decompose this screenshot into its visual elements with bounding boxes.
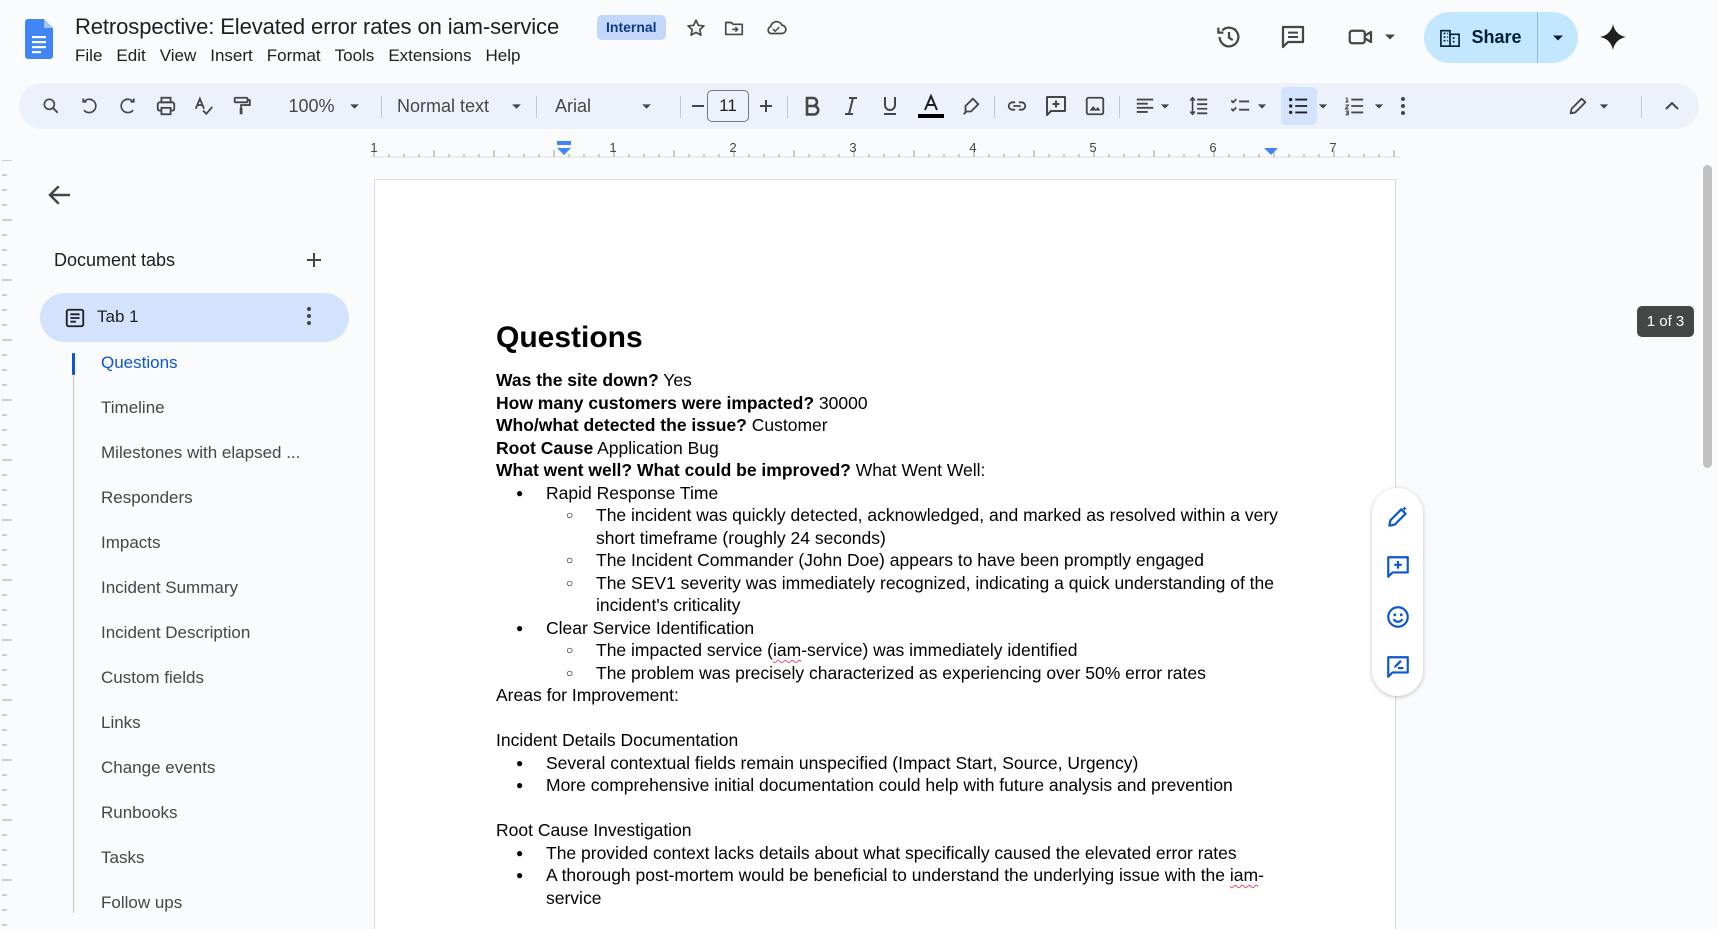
print-icon[interactable] [153,83,179,129]
outline-item-incident-description[interactable]: Incident Description [101,623,251,642]
header [0,0,1719,78]
menu-help[interactable]: Help [485,46,521,65]
horizontal-ruler[interactable] [370,137,1400,161]
list-item: ○ The Incident Commander (John Doe) appears to have been promptly engaged [496,549,1286,572]
text: -service) was immediately identified [801,640,1078,660]
toolbar-divider [787,96,788,118]
align-left-button[interactable] [1129,83,1175,129]
left-indent-marker [557,148,571,155]
share-button-group [1424,12,1578,63]
outline-item-change-events[interactable]: Change events [101,758,216,777]
tab-options-icon[interactable] [306,306,312,326]
menu-bar [68,44,527,68]
paragraph-areas-improvement: Areas for Improvement: [496,685,679,705]
menu-view[interactable]: View [159,46,197,65]
font-select[interactable] [549,83,675,129]
chevron-down-icon [1374,103,1384,110]
chevron-down-icon [1318,103,1328,110]
vertical-ruler-ticks [2,160,12,925]
outline-item-responders[interactable]: Responders [101,488,193,507]
label: Who/what detected the issue? [496,415,747,435]
star-icon[interactable] [683,15,709,41]
chevron-down-icon [1599,103,1609,110]
cloud-saved-icon[interactable] [763,15,789,41]
video-camera-icon [1346,22,1376,52]
menu-extensions[interactable]: Extensions [388,46,472,65]
ruler-label: 2 [729,140,737,155]
toolbar-divider [1119,96,1120,118]
bulleted-list-icon [1286,95,1310,117]
outline-guide-line [73,353,74,913]
list-item: ○ The incident was quickly detected, acknowledged, and marked as resolved within a very short timeframe (roughly 24 seconds) [496,504,1286,549]
menu-edit[interactable]: Edit [116,46,146,65]
outline-item-questions[interactable]: Questions [101,353,178,372]
outline-active-indicator [72,353,75,375]
add-comment-icon[interactable] [1043,83,1069,129]
search-menus-icon[interactable] [38,83,64,129]
toolbar-divider [1641,96,1642,118]
outline-item-links[interactable]: Links [101,713,141,732]
label: How many customers were impacted? [496,392,815,413]
vertical-scrollbar[interactable] [1703,165,1712,468]
empty-line [496,797,1296,820]
outline-item-tasks[interactable]: Tasks [101,848,145,867]
document-tab-icon [64,307,86,329]
menu-file[interactable]: File [75,46,103,65]
undo-icon[interactable] [76,83,102,129]
add-comment-icon[interactable] [1385,554,1411,580]
spellcheck-icon[interactable] [191,83,217,129]
paragraph-detected-by [496,414,1296,437]
editing-mode-button[interactable] [1561,83,1615,129]
outline-item-incident-summary[interactable]: Incident Summary [101,578,238,597]
add-tab-icon[interactable] [302,248,326,272]
ruler-label: 5 [1089,140,1097,155]
value: What Went Well: [850,460,986,480]
collapse-toolbar-icon[interactable] [1659,83,1685,129]
first-line-indent-marker [557,141,571,145]
paint-format-icon[interactable] [229,83,255,129]
tab-1[interactable] [40,293,349,342]
font-size-input[interactable]: 11 [707,90,749,122]
right-indent-marker [1264,148,1278,155]
ruler-label: 7 [1329,140,1337,155]
chevron-down-icon [1552,34,1564,42]
share-options-button[interactable] [1538,12,1578,63]
document-tabs-heading: Document tabs [54,250,176,270]
value: Yes [658,370,692,390]
text: A thorough post-mortem would be beneficial to understand the underlying issue with the [546,865,1230,885]
meet-button[interactable] [1346,22,1396,52]
document-outline [101,353,300,929]
value: Application Bug [593,437,719,458]
align-left-icon [1134,95,1156,117]
increase-font-size-icon[interactable] [755,83,777,129]
chevron-down-icon [1384,33,1396,41]
paragraph-customers-impacted [496,392,1296,415]
more-options-icon[interactable] [1393,83,1413,129]
text-color-icon[interactable] [916,83,946,129]
bulleted-list-button[interactable] [1281,83,1339,129]
toolbar-divider [994,96,995,118]
share-label: Share [1471,27,1522,47]
ruler-tick-group [374,150,1394,157]
text: -service [546,865,1264,908]
ruler-label: 1 [370,140,378,155]
paragraph-root-cause [496,437,1296,460]
gemini-sparkle-icon[interactable] [1598,22,1628,52]
back-arrow-icon[interactable] [45,180,75,210]
zoom-value: 100% [288,95,335,116]
highlight-color-icon[interactable] [958,83,984,129]
docs-logo-icon[interactable] [25,19,53,59]
chevron-down-icon [1160,103,1170,110]
menu-tools[interactable]: Tools [334,46,375,65]
ruler-label: 4 [969,140,977,155]
tab-1-label: Tab 1 [97,307,139,326]
document-body[interactable] [496,320,1296,909]
classification-badge[interactable]: Internal [597,15,666,40]
redo-icon[interactable] [115,83,141,129]
outline-item-timeline[interactable]: Timeline [101,398,165,417]
paragraph-section: Incident Details Documentation [496,730,739,750]
vertical-ruler[interactable] [0,160,18,929]
label: Root Cause [496,437,594,458]
checklist-button[interactable] [1224,83,1272,129]
list-item: ● Clear Service Identification [496,617,1296,640]
toolbar-divider [381,96,382,118]
list-item: ○ The SEV1 severity was immediately recognized, indicating a quick understanding of the incident's criticality [496,572,1286,617]
list-item: ○ The problem was precisely characterized as experiencing over 50% error rates [496,662,1286,685]
outline-item-runbooks[interactable]: Runbooks [101,803,178,822]
insert-link-icon[interactable] [1004,83,1030,129]
document-page[interactable] [374,179,1396,929]
outline-item-custom-fields[interactable]: Custom fields [101,668,204,687]
menu-format[interactable]: Format [266,46,321,65]
italic-icon[interactable] [838,83,864,129]
share-button[interactable] [1424,12,1537,63]
chevron-down-icon [1257,103,1267,110]
spelling-error[interactable]: iam [1229,865,1259,885]
list-item: ● The provided context lacks details about what specifically caused the elevated error rates [496,842,1296,865]
numbered-list-icon [1342,95,1366,117]
numbered-list-button[interactable] [1339,83,1387,129]
paragraph-went-well [496,459,1296,482]
paragraph-section: Root Cause Investigation [496,820,692,840]
outline-item-milestones[interactable]: Milestones with elapsed ... [101,443,301,462]
decrease-font-size-icon[interactable] [688,83,708,129]
ruler-label: 1 [609,140,617,155]
underline-icon[interactable] [877,83,903,129]
formatting-toolbar [19,83,1699,129]
ruler-label: 6 [1209,140,1217,155]
empty-line [496,707,1296,730]
chevron-down-icon [641,103,652,110]
chevron-down-icon [349,103,360,110]
style-value: Normal text [397,95,490,116]
value: Customer [746,415,828,435]
list-item: ● Rapid Response Time [496,482,1296,505]
spelling-error[interactable]: iam [773,640,802,660]
heading-questions: Questions [496,321,643,354]
move-folder-icon[interactable] [721,15,747,41]
paragraph-site-down [496,369,1296,392]
label: What went well? What could be improved? [496,460,851,480]
menu-insert[interactable]: Insert [210,46,253,65]
outline-item-impacts[interactable]: Impacts [101,533,161,552]
label: Was the site down? [496,370,659,390]
zoom-select[interactable] [281,83,367,129]
ruler-label: 3 [849,140,857,155]
list-item [496,864,1286,909]
font-value: Arial [555,95,592,116]
pencil-icon [1567,95,1589,117]
list-item [496,639,1286,662]
value: 30000 [814,392,868,413]
outline-item-follow-ups[interactable]: Follow ups [101,893,183,912]
list-item: ● Several contextual fields remain unspecified (Impact Start, Source, Urgency) [496,752,1296,775]
page-counter: 1 of 3 [1637,306,1694,337]
line-spacing-icon[interactable] [1186,83,1212,129]
toolbar-divider [536,96,537,118]
bold-icon[interactable] [799,83,825,129]
checklist-icon [1229,95,1251,117]
document-title[interactable]: Retrospective: Elevated error rates on iam-service [75,14,560,39]
insert-image-icon[interactable] [1082,83,1108,129]
version-history-icon[interactable] [1214,22,1244,52]
paragraph-style-select[interactable] [389,83,533,129]
comments-icon[interactable] [1278,22,1308,52]
text: The impacted service ( [596,640,774,660]
floating-action-bar [1372,488,1423,696]
domain-building-icon [1439,28,1461,48]
emoji-reaction-icon[interactable] [1385,604,1411,630]
suggest-edits-icon[interactable] [1385,654,1411,680]
toolbar-divider [680,96,681,118]
list-item: ● More comprehensive initial documentation could help with future analysis and prevention [496,774,1296,797]
chevron-down-icon [511,103,522,110]
help-me-write-icon[interactable] [1385,504,1411,530]
